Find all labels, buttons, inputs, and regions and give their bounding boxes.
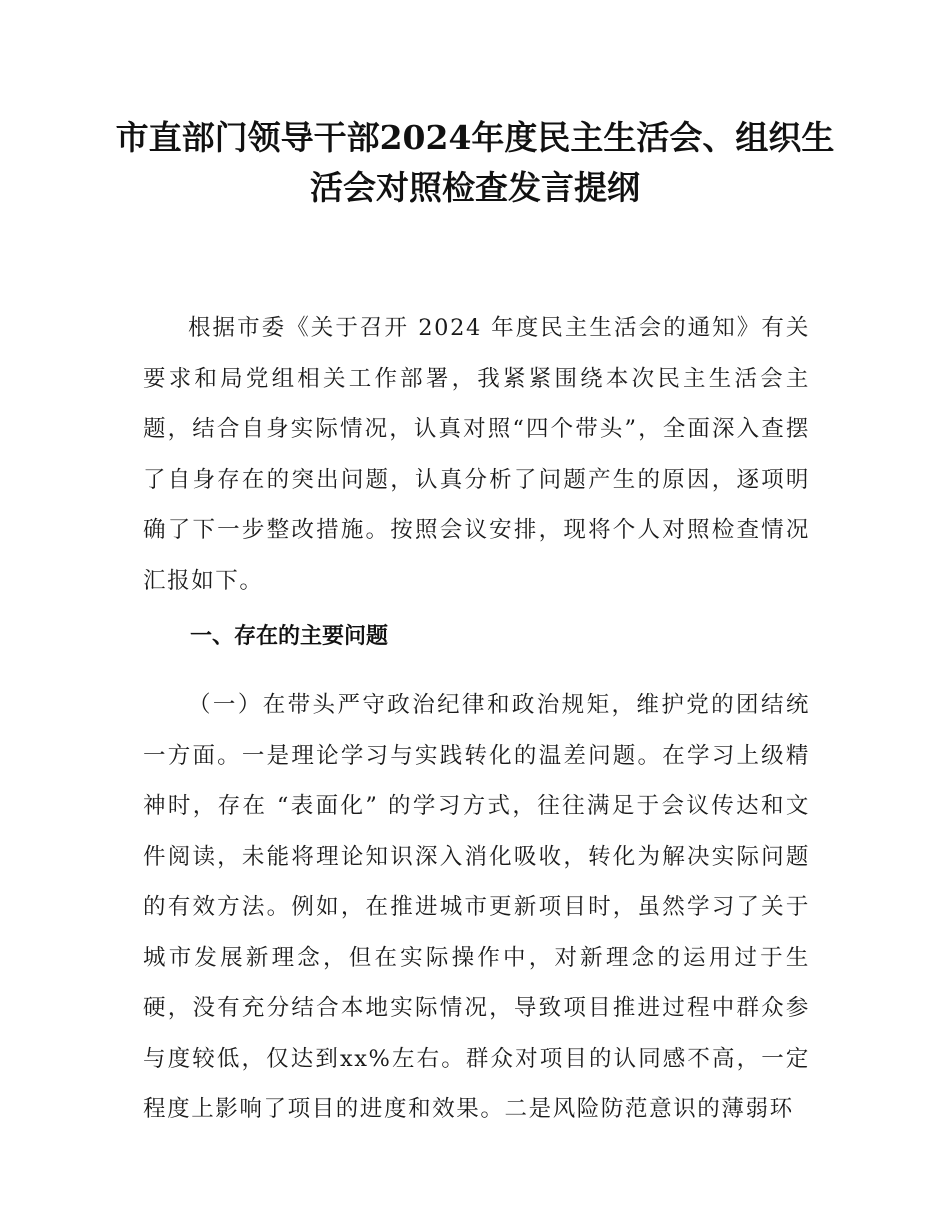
section-paragraph: （一）在带头严守政治纪律和政治规矩，维护党的团结统一方面。一是理论学习与实践转化的温差问题。在学习上级精神时，存在 “表面化” 的学习方式，往往满足于会议传达和文件阅读，未能将理论知识深入消化吸收，转化为解决实际问题的有效方法。例如，在推进城市更新项目时，虽然学习了关于城市发展新理念，但在实际操作中，对新理念的运用过于生硬，没有充分结合本地实际情况，导致项目推进过程中群众参与度较低，仅达到xx%左右。群众对项目的认同感不高，一定程度上影响了项目的进度和效果。二是风险防范意识的薄弱环 [143,692,810,1122]
intro-paragraph: 根据市委《关于召开 2024 年度民主生活会的通知》有关要求和局党组相关工作部署，我紧紧围绕本次民主生活会主题，结合自身实际情况，认真对照“四个带头”，全面深入查摆了自身存在的突出问题，认真分析了问题产生的原因，逐项明确了下一步整改措施。按照会议安排，现将个人对照检查情况汇报如下。 [143,315,810,594]
section-heading: 一、存在的主要问题 [190,624,389,649]
document-title: 市直部门领导干部2024年度民主生活会、组织生活会对照检查发言提纲 [115,118,835,207]
